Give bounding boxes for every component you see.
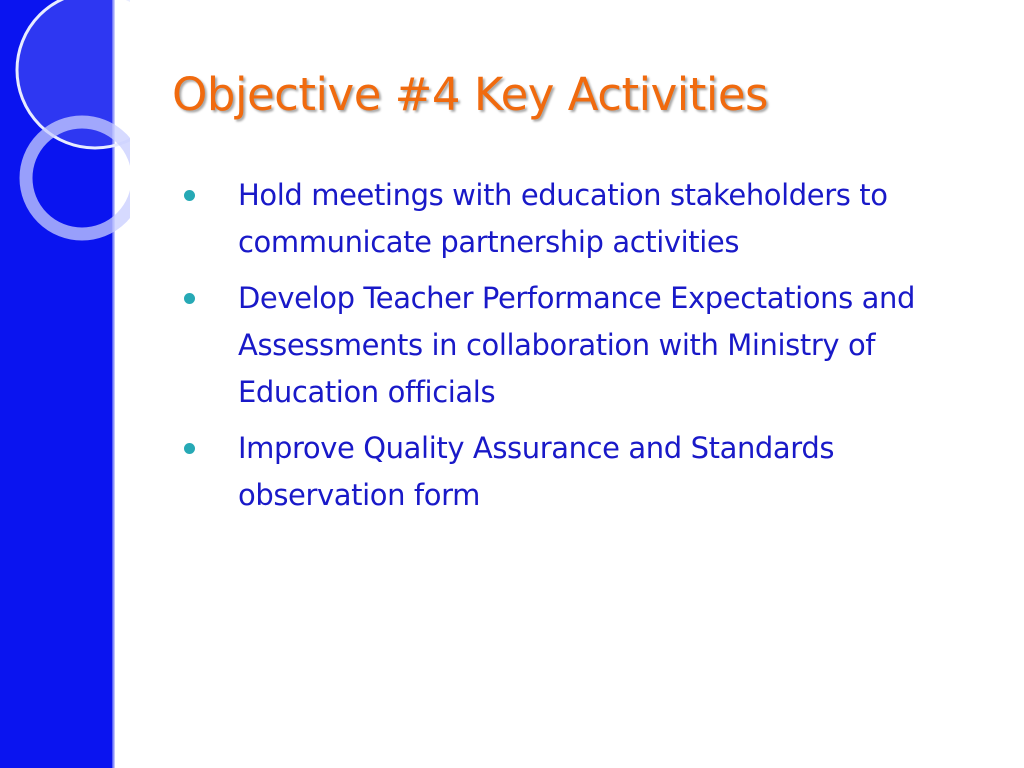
bullet-dot-icon <box>184 190 195 201</box>
bullet-list <box>184 172 994 528</box>
bullet-dot-icon <box>184 443 195 454</box>
bullet-item <box>184 275 994 416</box>
bullet-text: Improve Quality Assurance and Standards observation form <box>238 431 835 512</box>
bullet-text: Develop Teacher Performance Expectations and Assessments in collaboration with Ministry of Education officials <box>238 281 915 409</box>
bullet-dot-icon <box>184 293 195 304</box>
bullet-text: Hold meetings with education stakeholders to communicate partnership activities <box>238 178 888 259</box>
slide-title: Objective #4 Key Activities <box>172 68 768 121</box>
circle-decoration-icon <box>0 0 130 260</box>
bullet-item <box>184 172 994 266</box>
bullet-item <box>184 425 994 519</box>
